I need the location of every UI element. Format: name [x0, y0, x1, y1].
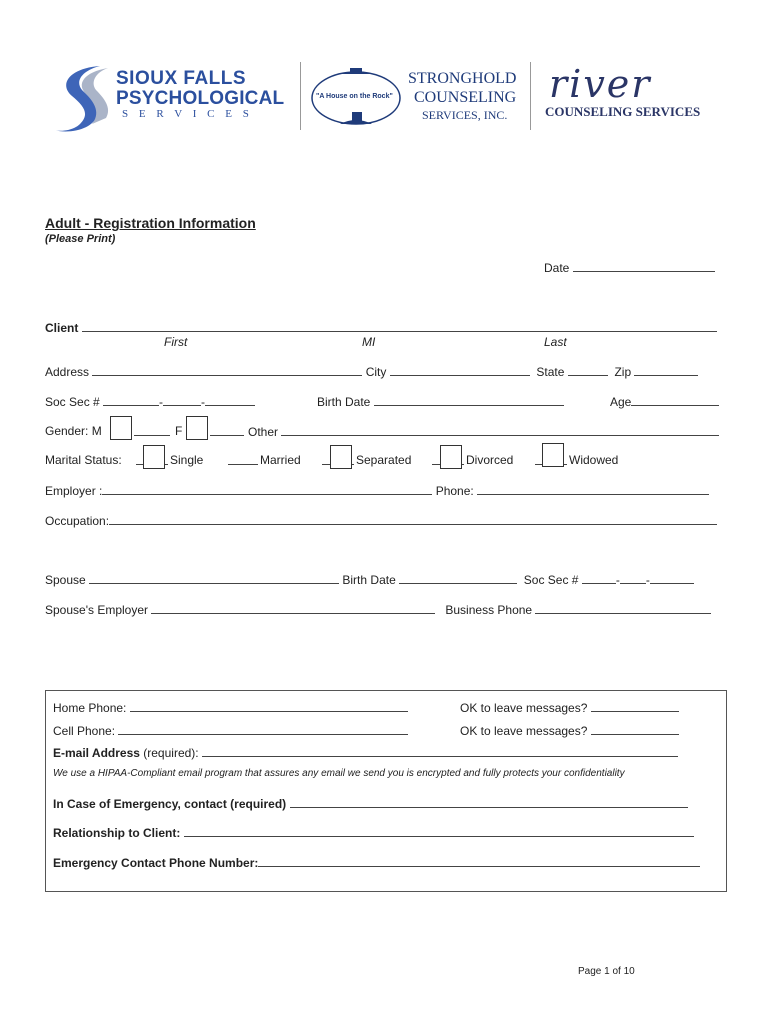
birthdate-field[interactable] — [374, 394, 564, 406]
relationship-label: Relationship to Client: — [53, 826, 181, 840]
spouse-birthdate-field[interactable] — [399, 572, 517, 584]
relationship-field[interactable] — [184, 825, 694, 837]
spouse-socsec-label: Soc Sec # — [523, 573, 579, 587]
emergency-phone-label: Emergency Contact Phone Number: — [53, 856, 259, 870]
phone-field[interactable] — [477, 483, 709, 495]
socsec-label: Soc Sec # — [45, 395, 100, 409]
date-row — [544, 260, 715, 275]
logo-divider — [530, 62, 531, 130]
age-label: Age — [610, 395, 632, 409]
stronghold-line2: COUNSELING — [414, 89, 517, 106]
cell-phone-row — [53, 723, 408, 738]
socsec-part3[interactable] — [205, 394, 255, 406]
date-field[interactable] — [573, 260, 715, 272]
address-row — [45, 364, 698, 379]
gender-other-row — [248, 424, 719, 439]
home-phone-label: Home Phone: — [53, 701, 127, 715]
city-field[interactable] — [390, 364, 530, 376]
gender-f-label: F — [175, 424, 183, 438]
city-label: City — [365, 365, 387, 379]
logo-river — [545, 62, 725, 132]
spouse-socsec-part3[interactable] — [650, 572, 694, 584]
spouse-employer-row — [45, 602, 711, 617]
email-row — [53, 745, 678, 760]
ok-msg-row-2 — [460, 723, 679, 738]
gender-m-checkbox[interactable] — [110, 416, 132, 440]
cell-phone-field[interactable] — [118, 723, 408, 735]
ok-msg-label-2: OK to leave messages? — [460, 724, 588, 738]
occupation-label: Occupation: — [45, 514, 110, 528]
ok-msg-label-1: OK to leave messages? — [460, 701, 588, 715]
hipaa-note: We use a HIPAA-Compliant email program that assures any email we send you is encrypted and fully protects your confidentiality — [53, 768, 625, 779]
stronghold-badge: "A House on the Rock" — [316, 93, 393, 100]
cell-phone-label: Cell Phone: — [53, 724, 116, 738]
marital-separated-checkbox[interactable] — [330, 445, 352, 469]
spouse-socsec-part1[interactable] — [582, 572, 616, 584]
marital-married-line — [228, 453, 258, 465]
river-script: river — [549, 62, 652, 106]
occupation-row — [45, 513, 717, 528]
home-phone-field[interactable] — [130, 700, 408, 712]
sioux-line2: PSYCHOLOGICAL — [116, 88, 285, 109]
ok-msg-field-2[interactable] — [591, 723, 679, 735]
socsec-part2[interactable] — [163, 394, 201, 406]
relationship-row — [53, 825, 694, 840]
employer-row — [45, 483, 709, 498]
email-required-note: (required): — [143, 746, 199, 760]
socsec-part1[interactable] — [103, 394, 159, 406]
marital-single-checkbox[interactable] — [143, 445, 165, 469]
birthdate-label: Birth Date — [317, 395, 371, 409]
spouse-label: Spouse — [45, 573, 86, 587]
client-row — [45, 320, 717, 335]
marital-separated-label: Separated — [356, 453, 412, 467]
client-last-caption: Last — [544, 335, 567, 349]
address-field[interactable] — [92, 364, 362, 376]
email-label: E-mail Address — [53, 746, 140, 760]
gender-f-checkbox[interactable] — [186, 416, 208, 440]
marital-widowed-label: Widowed — [569, 453, 619, 467]
employer-label: Employer : — [45, 484, 103, 498]
form-subtitle: (Please Print) — [45, 233, 116, 245]
emergency-field[interactable] — [290, 796, 688, 808]
marital-divorced-label: Divorced — [466, 453, 514, 467]
logo-divider — [300, 62, 301, 130]
ok-msg-field-1[interactable] — [591, 700, 679, 712]
date-label: Date — [544, 261, 570, 275]
marital-label: Marital Status: — [45, 453, 122, 467]
sioux-swoosh-icon — [50, 62, 112, 134]
logo-stronghold — [310, 62, 525, 132]
ok-msg-row-1 — [460, 700, 679, 715]
spouse-employer-label: Spouse's Employer — [45, 603, 149, 617]
sioux-line1: SIOUX FALLS — [116, 68, 247, 89]
page-number: Page 1 of 10 — [578, 966, 635, 977]
client-label: Client — [45, 321, 79, 335]
state-label: State — [536, 365, 565, 379]
gender-f-line — [210, 424, 244, 436]
sioux-line3: S E R V I C E S — [122, 108, 253, 120]
home-phone-row — [53, 700, 408, 715]
socsec-row: Soc Sec # - - — [45, 394, 255, 409]
emergency-phone-row — [53, 855, 700, 870]
form-title: Adult - Registration Information — [45, 215, 256, 231]
zip-field[interactable] — [634, 364, 698, 376]
employer-field[interactable] — [102, 483, 432, 495]
emergency-label: In Case of Emergency, contact (required) — [53, 797, 287, 811]
state-field[interactable] — [568, 364, 608, 376]
gender-other-label: Other — [248, 425, 279, 439]
gender-m-line — [134, 424, 170, 436]
email-field[interactable] — [202, 745, 678, 757]
stronghold-line3: SERVICES, INC. — [422, 108, 508, 122]
age-row — [610, 394, 719, 409]
spouse-employer-field[interactable] — [151, 602, 435, 614]
birthdate-row — [317, 394, 564, 409]
spouse-row: Spouse Birth Date Soc Sec # - - — [45, 572, 694, 587]
gender-label: Gender: M — [45, 424, 102, 438]
client-first-caption: First — [164, 335, 188, 349]
marital-married-label: Married — [260, 453, 301, 467]
stronghold-line1: STRONGHOLD — [408, 70, 517, 87]
river-line2: COUNSELING SERVICES — [545, 104, 701, 119]
gender-other-field[interactable] — [281, 424, 719, 436]
client-name-field[interactable] — [82, 320, 717, 332]
emergency-row — [53, 796, 688, 811]
emergency-phone-field[interactable] — [258, 855, 700, 867]
client-mi-caption: MI — [362, 335, 376, 349]
business-phone-field[interactable] — [535, 602, 711, 614]
marital-divorced-checkbox[interactable] — [440, 445, 462, 469]
logo-sioux-falls — [50, 62, 290, 134]
spouse-socsec-part2[interactable] — [620, 572, 646, 584]
address-label: Address — [45, 365, 90, 379]
marital-widowed-checkbox[interactable] — [542, 443, 564, 467]
age-field[interactable] — [631, 394, 719, 406]
phone-label: Phone: — [435, 484, 474, 498]
marital-single-label: Single — [170, 453, 204, 467]
spouse-field[interactable] — [89, 572, 339, 584]
zip-label: Zip — [614, 365, 632, 379]
business-phone-label: Business Phone — [445, 603, 533, 617]
occupation-field[interactable] — [109, 513, 717, 525]
spouse-birthdate-label: Birth Date — [342, 573, 396, 587]
